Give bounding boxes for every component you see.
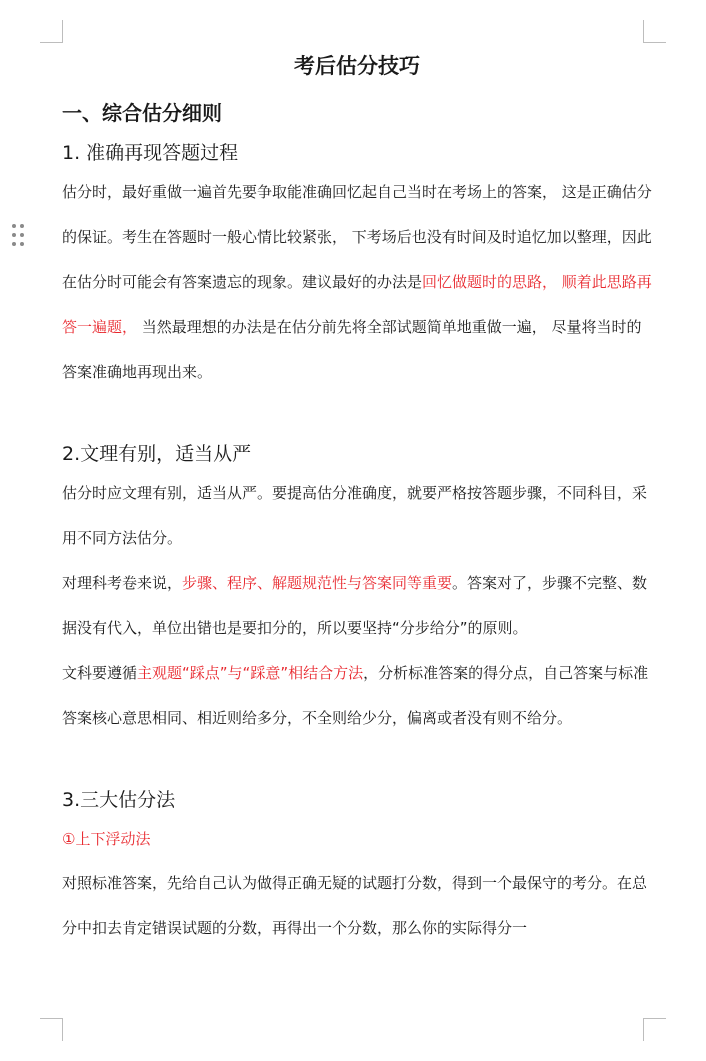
method-subheading: ①上下浮动法 xyxy=(62,830,151,848)
section-heading-1: 一、综合估分细则 xyxy=(62,101,222,125)
paragraph-science-papers xyxy=(62,561,652,651)
highlight-text: 步骤、程序、解题规范性与答案同等重要 xyxy=(182,574,453,592)
highlight-text: 回忆做题时的思路， 顺着此思路再答一遍题， xyxy=(62,273,652,336)
paragraph-text: 文科要遵循 xyxy=(62,664,138,682)
crop-mark-top-left xyxy=(40,20,63,43)
document-page xyxy=(62,40,652,951)
paragraph-arts-papers xyxy=(62,651,652,741)
item-heading-3: 3.三大估分法 xyxy=(62,789,176,811)
paragraph-arts-science: 估分时应文理有别，适当从严。要提高估分准确度，就要严格按答题步骤，不同科目，采用不同方法估分。 xyxy=(62,484,648,547)
paragraph-float-method: 对照标准答案，先给自己认为做得正确无疑的试题打分数，得到一个最保守的考分。在总分中扣去肯定错误试题的分数，再得出一个分数，那么你的实际得分一 xyxy=(62,874,648,937)
drag-handle-icon[interactable] xyxy=(12,224,26,248)
item-heading-2: 2.文理有别，适当从严 xyxy=(62,443,252,465)
spacer xyxy=(62,741,652,777)
paragraph-text: ，分析标准答案的得分点，自己答案与标准答案核心意思相同、相近则给多分，不全则给少分，偏离或者没有则不给分。 xyxy=(62,664,649,727)
crop-mark-bottom-left xyxy=(40,1018,63,1041)
paragraph-text: 。答案对了，步骤不完整、数据没有代入，单位出错也是要扣分的，所以要坚持“分步给分”的原则。 xyxy=(62,574,648,637)
highlight-text: 主观题“踩点”与“踩意”相结合方法 xyxy=(137,664,364,682)
crop-mark-bottom-right xyxy=(643,1018,666,1041)
paragraph-text: 对理科考卷来说， xyxy=(62,574,183,592)
document-title: 考后估分技巧 xyxy=(294,54,420,78)
spacer xyxy=(62,395,652,431)
paragraph-text: 估分时，最好重做一遍首先要争取能准确回忆起自己当时在考场上的答案， 这是正确估分的保证。考生在答题时一般心情比较紧张， 下考场后也没有时间及时追忆加以整理，因此在估分时可能会有答案遗忘的现象。建议最好的办法是 xyxy=(62,183,652,291)
paragraph-accurate-recall xyxy=(62,170,652,395)
item-heading-1: 1. 准确再现答题过程 xyxy=(62,142,239,164)
paragraph-text: 当然最理想的办法是在估分前先将全部试题简单地重做一遍， 尽量将当时的答案准确地再现出来。 xyxy=(62,318,642,381)
